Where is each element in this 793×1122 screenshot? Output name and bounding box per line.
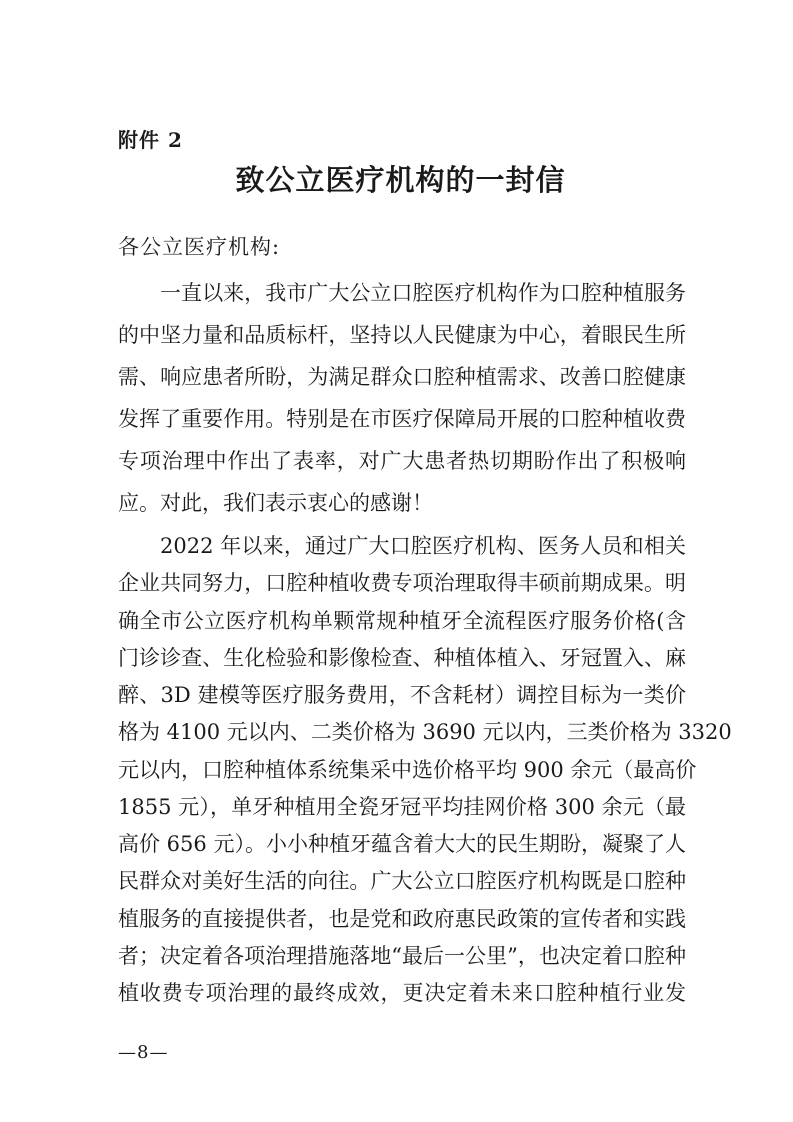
attachment-label: 附件 2 — [118, 128, 183, 152]
salutation: 各公立医疗机构: — [118, 235, 281, 259]
body-line: 2022 年以来，通过广大口腔医疗机构、医务人员和相关 — [160, 534, 686, 558]
body-line: 格为 4100 元以内、二类价格为 3690 元以内，三类价格为 3320 — [118, 720, 732, 744]
body-line: 的中坚力量和品质标杆，坚持以人民健康为中心，着眼民生所 — [118, 323, 686, 347]
body-line: 元以内，口腔种植体系统集采中选价格平均 900 余元（最高价 — [118, 758, 697, 782]
body-line: 民群众对美好生活的向往。广大公立口腔医疗机构既是口腔种 — [118, 869, 686, 893]
body-line: 确全市公立医疗机构单颗常规种植牙全流程医疗服务价格(含 — [118, 609, 686, 633]
body-line: 高价 656 元）。小小种植牙蕴含着大大的民生期盼，凝聚了人 — [118, 832, 686, 856]
body-line: 企业共同努力，口腔种植收费专项治理取得丰硕前期成果。明 — [118, 571, 686, 595]
body-line: 一直以来，我市广大公立口腔医疗机构作为口腔种植服务 — [160, 281, 686, 305]
page-title: 致公立医疗机构的一封信 — [235, 163, 566, 197]
body-line: 醉、3D 建模等医疗服务费用，不含耗材）调控目标为一类价 — [118, 683, 686, 707]
body-line: 者；决定着各项治理措施落地“最后一公里”，也决定着口腔种 — [118, 944, 686, 968]
page-number: —8— — [118, 1042, 169, 1063]
body-line: 专项治理中作出了表率，对广大患者热切期盼作出了积极响 — [118, 449, 686, 473]
body-line: 植收费专项治理的最终成效，更决定着未来口腔种植行业发 — [118, 981, 686, 1005]
body-line: 应。对此，我们表示衷心的感谢！ — [118, 491, 433, 515]
body-line: 1855 元），单牙种植用全瓷牙冠平均挂网价格 300 余元（最 — [118, 795, 686, 819]
body-line: 门诊诊查、生化检验和影像检查、种植体植入、牙冠置入、麻 — [118, 646, 686, 670]
body-line: 植服务的直接提供者，也是党和政府惠民政策的宣传者和实践 — [118, 907, 686, 931]
body-line: 发挥了重要作用。特别是在市医疗保障局开展的口腔种植收费 — [118, 407, 686, 431]
body-line: 需、响应患者所盼，为满足群众口腔种植需求、改善口腔健康 — [118, 365, 686, 389]
